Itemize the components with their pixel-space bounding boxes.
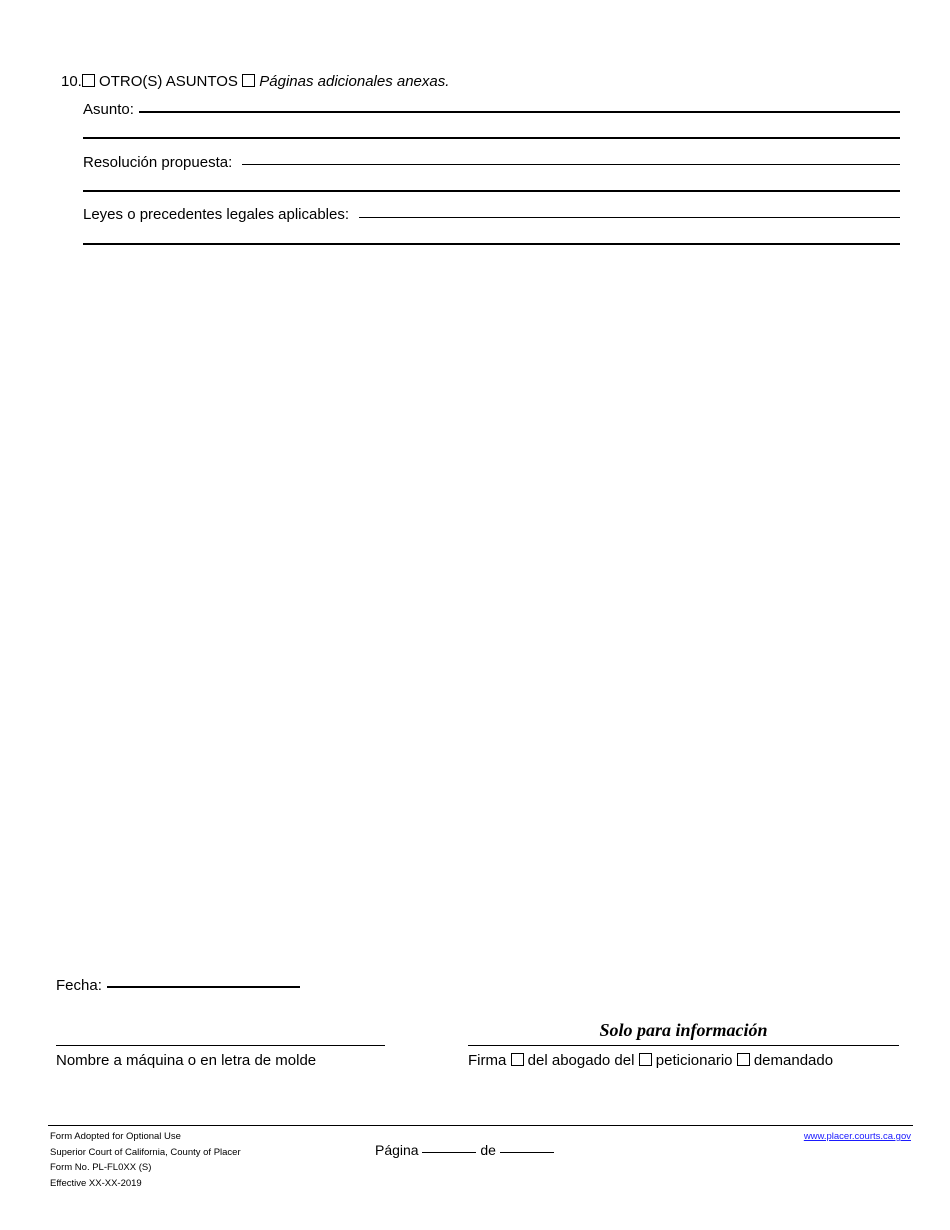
item-10-header — [61, 73, 449, 91]
page-number — [375, 1142, 554, 1158]
otros-asuntos-label: OTRO(S) ASUNTOS — [99, 73, 238, 90]
firma-field[interactable] — [468, 1045, 899, 1046]
nombre-label: Nombre a máquina o en letra de molde — [56, 1052, 317, 1069]
pagina-label: Página — [375, 1142, 419, 1158]
abogado-label: del abogado del — [527, 1052, 635, 1069]
nombre-field[interactable] — [56, 1045, 385, 1046]
footer-effective: Effective XX-XX-2019 — [50, 1177, 142, 1189]
pagina-field[interactable] — [422, 1152, 476, 1153]
otros-asuntos-checkbox[interactable] — [82, 74, 95, 87]
resolucion-label: Resolución propuesta: — [83, 154, 233, 171]
de-label: de — [480, 1142, 496, 1158]
footer-info — [50, 1129, 241, 1191]
leyes-field-line-1[interactable] — [359, 217, 900, 218]
peticionario-label: peticionario — [655, 1052, 733, 1069]
leyes-field-line-2[interactable] — [83, 243, 900, 245]
leyes-label: Leyes o precedentes legales aplicables: — [83, 206, 350, 223]
abogado-checkbox[interactable] — [511, 1053, 524, 1066]
footer-court: Superior Court of California, County of Placer — [50, 1146, 241, 1158]
firma-label: Firma — [468, 1052, 507, 1069]
asunto-label: Asunto: — [83, 101, 134, 118]
fecha-field[interactable] — [107, 986, 300, 988]
website-link[interactable]: www.placer.courts.ca.gov — [803, 1131, 911, 1142]
demandado-label: demandado — [753, 1052, 834, 1069]
paginas-adicionales-checkbox[interactable] — [242, 74, 255, 87]
item-number: 10. — [61, 73, 82, 90]
peticionario-checkbox[interactable] — [639, 1053, 652, 1066]
asunto-field-line-2[interactable] — [83, 137, 900, 139]
footer-divider — [48, 1125, 913, 1126]
fecha-label: Fecha: — [56, 977, 102, 994]
resolucion-field-line-2[interactable] — [83, 190, 900, 192]
resolucion-field-line-1[interactable] — [242, 164, 900, 165]
total-pages-field[interactable] — [500, 1152, 554, 1153]
footer-website-wrap — [804, 1129, 911, 1145]
demandado-checkbox[interactable] — [737, 1053, 750, 1066]
footer-form-no: Form No. PL-FL0XX (S) — [50, 1162, 152, 1173]
asunto-field-line-1[interactable] — [139, 111, 900, 113]
solo-informacion-watermark: Solo para información — [599, 1020, 768, 1040]
footer-adopted: Form Adopted for Optional Use — [50, 1131, 181, 1142]
paginas-adicionales-label: Páginas adicionales anexas. — [259, 73, 450, 90]
firma-row — [468, 1052, 833, 1070]
